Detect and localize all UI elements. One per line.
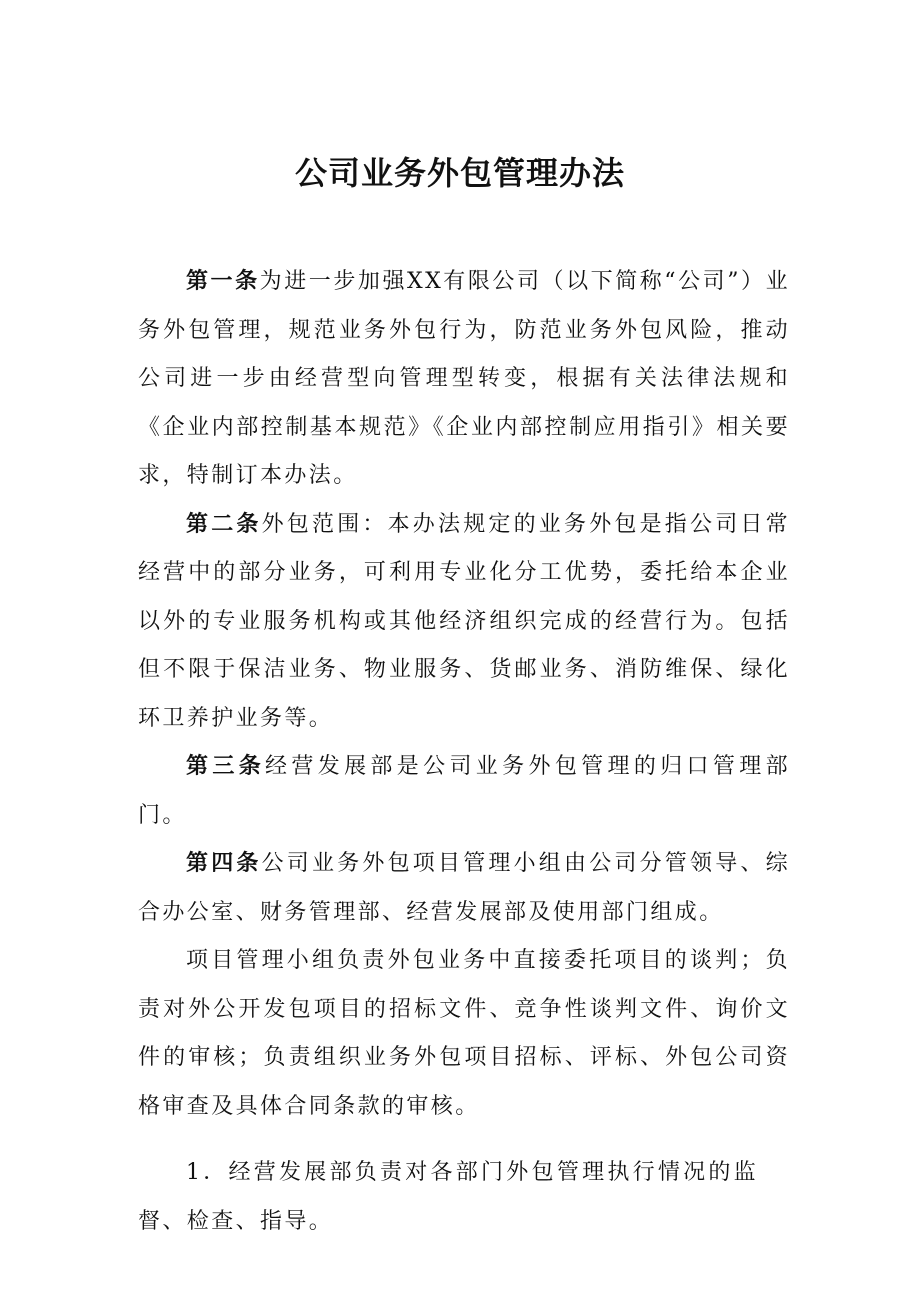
article-4-text: 公司业务外包项目管理小组由公司分管领导、综合办公室、财务管理部、经营发展部及使用部门组成。: [138, 851, 791, 925]
paragraph-spacer: [138, 1131, 790, 1149]
article-2-label: 第二条: [186, 511, 262, 537]
list-item-1: 1．经营发展部负责对各部门外包管理执行情况的监督、检查、指导。: [138, 1160, 758, 1234]
article-3: [138, 743, 790, 840]
article-1-label: 第一条: [186, 269, 260, 294]
article-2-text: 外包范围：本办法规定的业务外包是指公司日常经营中的部分业务，可利用专业化分工优势，委托给本企业以外的专业服务机构或其他经济组织完成的经营行为。包括但不限于保洁业务、物业服务、货邮业务、消防维保、绿化环卫养护业务等。: [138, 511, 791, 731]
article-3-label: 第三条: [186, 754, 266, 779]
article-4: [138, 840, 790, 937]
document-body: [138, 258, 790, 1246]
article-3-text: 经营发展部是公司业务外包管理的归口管理部门。: [138, 754, 790, 828]
page-title: 公司业务外包管理办法: [294, 154, 625, 193]
article-1-text: 为进一步加强XX有限公司（以下简称“公司”）业务外包管理，规范业务外包行为，防范业务外包风险，推动公司进一步由经营型向管理型转变，根据有关法律法规和《企业内部控制基本规范》《企业内部控制应用指引》相关要求，特制订本办法。: [138, 269, 790, 488]
article-4-label: 第四条: [186, 851, 262, 876]
article-2: [138, 501, 790, 744]
article-1: [138, 258, 790, 501]
management-team-paragraph: 项目管理小组负责外包业务中直接委托项目的谈判；负责对外公开发包项目的招标文件、竞争性谈判文件、询价文件的审核；负责组织业务外包项目招标、评标、外包公司资格审查及具体合同条款的审核。: [138, 948, 790, 1119]
